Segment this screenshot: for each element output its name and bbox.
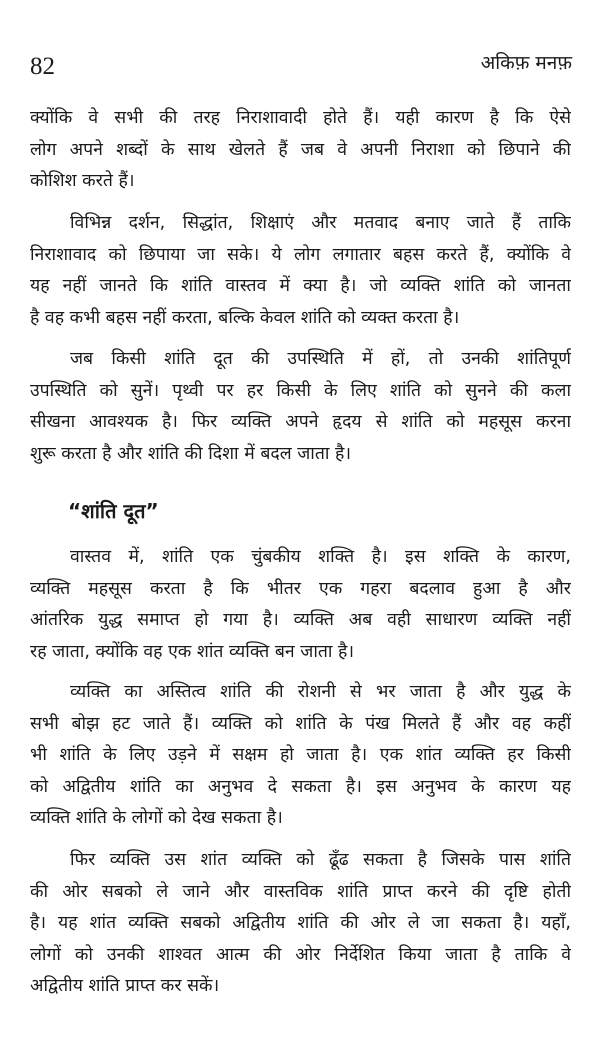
text-line: अद्वितीय शांति प्राप्त कर सकें। [30,976,220,996]
text-line: कोशिश करते हैं। [30,171,135,191]
text-line: व्यक्ति का अस्तित्व शांति की रोशनी से भर जाता है और युद्ध के [70,682,571,702]
text-line: विभिन्न दर्शन, सिद्धांत, शिक्षाएं और मतवाद बनाए जाते हैं ताकि [70,213,571,233]
text-line: शुरू करता है और शांति की दिशा में बदल जाता है। [30,443,352,464]
paragraph-1 [30,103,571,198]
text-line: व्यक्ति शांति के लोगों को देख सकता है। [30,808,283,828]
text-line: की ओर सबको ले जाने और वास्तविक शांति प्राप्त करने की दृष्टि होती [30,881,571,902]
paragraph-4 [30,542,571,668]
paragraph-2 [30,208,571,334]
text-line: यह नहीं जानते कि शांति वास्तव में क्या है। जो व्यक्ति शांति को जानता [30,276,571,296]
text-line: क्योंकि वे सभी की तरह निराशावादी होते हैं। यही कारण है कि ऐसे [30,108,571,128]
text-line: सीखना आवश्यक है। फिर व्यक्ति अपने हृदय से शांति को महसूस करना [30,412,571,432]
text-line: रह जाता, क्योंकि वह एक शांत व्यक्ति बन जाता है। [30,641,355,662]
text-line: व्यक्ति महसूस करता है कि भीतर एक गहरा बदलाव हुआ है और [30,578,571,599]
text-line: है। यह शांत व्यक्ति सबको अद्वितीय शांति की ओर ले जा सकता है। यहाँ, [30,913,571,933]
text-line: लोगों को उनकी शाश्वत आत्म की ओर निर्देशित किया जाता है ताकि वे [30,944,571,965]
text-line: जब किसी शांति दूत की उपस्थिति में हों, तो उनकी शांतिपूर्ण [70,349,571,369]
text-line: भी शांति के लिए उड़ने में सक्षम हो जाता है। एक शांत व्यक्ति हर किसी [30,745,571,765]
running-title: अकिफ़ मनफ़ [480,52,572,74]
text-line: फिर व्यक्ति उस शांत व्यक्ति को ढूँढ सकता है जिसके पास शांति [70,850,571,870]
text-line: आंतरिक युद्ध समाप्त हो गया है। व्यक्ति अब वही साधारण व्यक्ति नहीं [30,610,571,630]
text-line: उपस्थिति को सुनें। पृथ्वी पर हर किसी के लिए शांति को सुनने की कला [30,380,571,401]
section-heading: “शांति दूत” [68,499,159,523]
text-line: लोग अपने शब्दों के साथ खेलते हैं जब वे अपनी निराशा को छिपाने की [30,139,571,160]
text-line: है वह कभी बहस नहीं करता, बल्कि केवल शांति को व्यक्त करता है। [30,307,460,328]
text-line: को अद्वितीय शांति का अनुभव दे सकता है। इस अनुभव के कारण यह [30,776,571,797]
page-number: 82 [30,53,55,80]
page-header [30,46,572,86]
paragraph-5 [30,677,571,835]
text-line: निराशावाद को छिपाया जा सके। ये लोग लगातार बहस करते हैं, क्योंकि वे [30,244,571,265]
text-line: सभी बोझ हट जाते हैं। व्यक्ति को शांति के पंख मिलते हैं और वह कहीं [30,713,571,734]
paragraph-3 [30,344,571,470]
paragraph-6 [30,845,571,1003]
text-line: वास्तव में, शांति एक चुंबकीय शक्ति है। इस शक्ति के कारण, [70,547,571,567]
